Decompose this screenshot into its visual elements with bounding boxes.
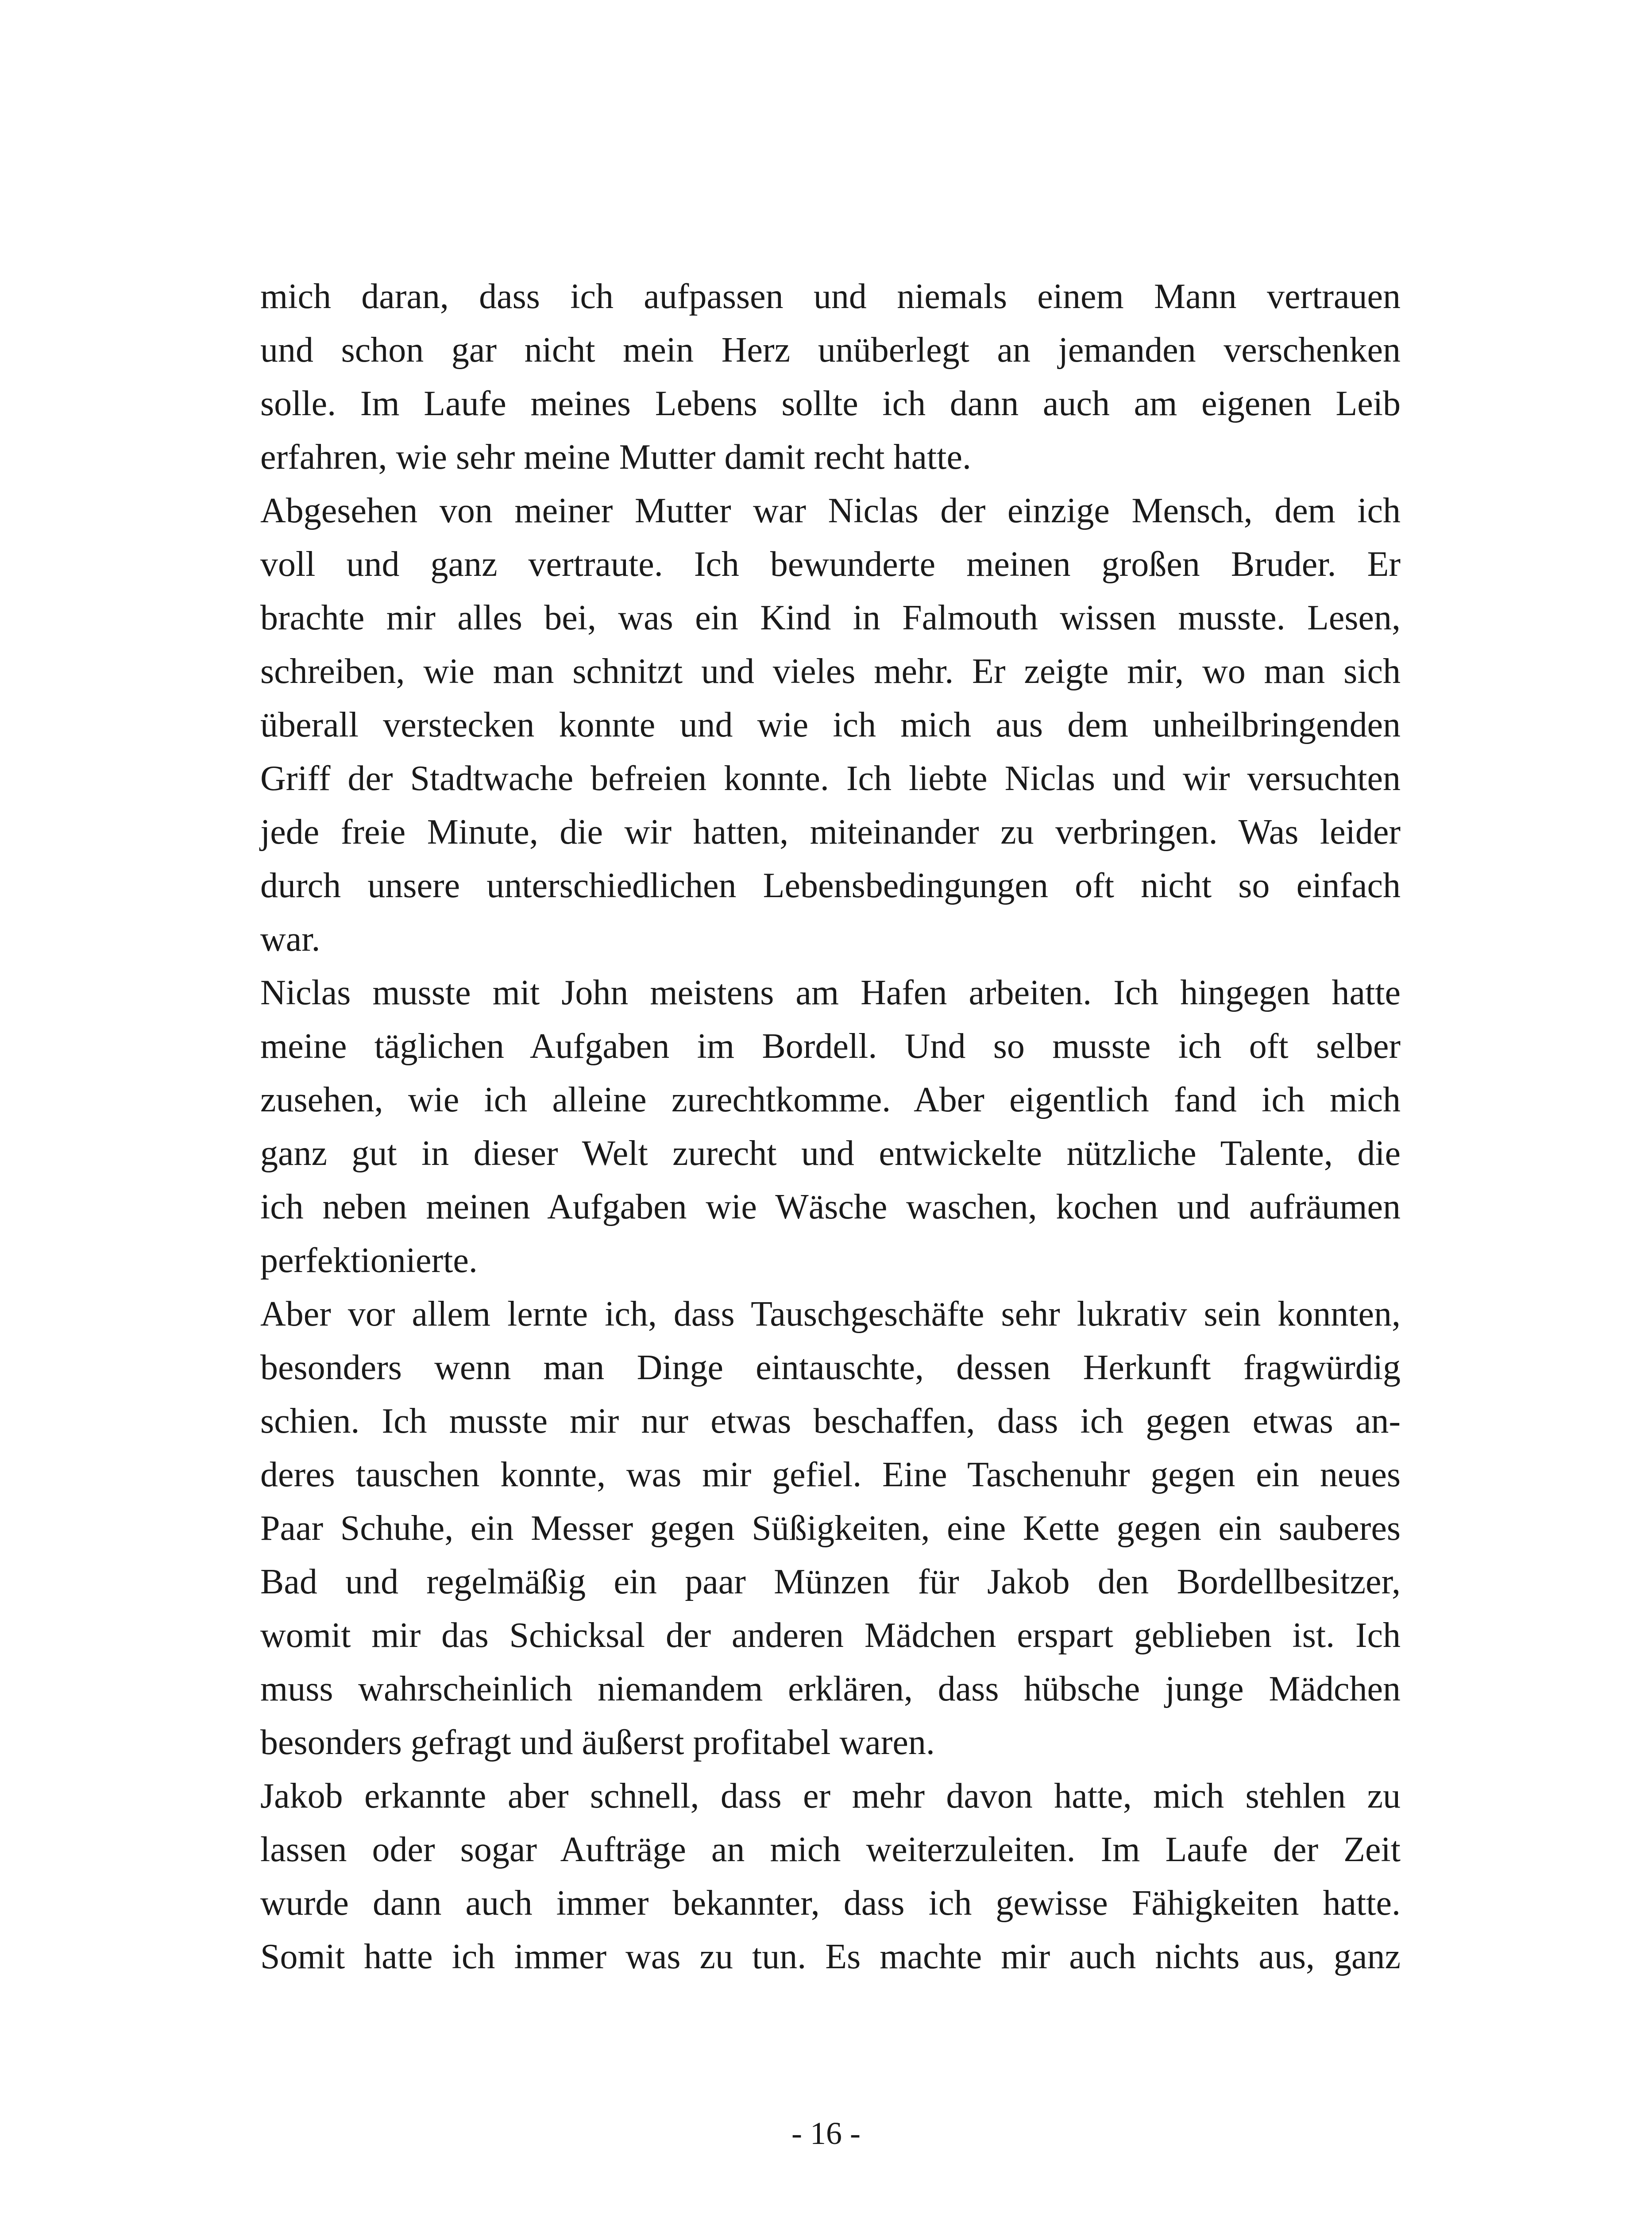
text-line: Aber vor allem lernte ich, dass Tauschgeschäfte sehr lukrativ sein konnten, — [260, 1295, 1401, 1334]
text-line: Niclas musste mit John meistens am Hafen arbeiten. Ich hingegen hatte — [260, 973, 1401, 1012]
text-line: solle. Im Laufe meines Lebens sollte ich dann auch am eigenen Leib — [260, 384, 1401, 423]
text-line: Griff der Stadtwache befreien konnte. Ich liebte Niclas und wir versuchten — [260, 759, 1401, 798]
text-line: Paar Schuhe, ein Messer gegen Süßigkeiten, eine Kette gegen ein sauberes — [260, 1509, 1401, 1548]
text-line: voll und ganz vertraute. Ich bewunderte meinen großen Bruder. Er — [260, 545, 1401, 584]
text-line: mich daran, dass ich aufpassen und niemals einem Mann vertrauen — [260, 277, 1401, 316]
text-line: überall verstecken konnte und wie ich mich aus dem unheilbringenden — [260, 706, 1401, 744]
body-text — [260, 270, 1401, 1984]
text-line: jede freie Minute, die wir hatten, miteinander zu verbringen. Was leider — [260, 813, 1401, 852]
text-line: erfahren, wie sehr meine Mutter damit recht hatte. — [260, 438, 971, 477]
text-line: Bad und regelmäßig ein paar Münzen für Jakob den Bordellbesitzer, — [260, 1562, 1401, 1601]
text-line: und schon gar nicht mein Herz unüberlegt an jemanden verschenken — [260, 331, 1401, 370]
text-line: durch unsere unterschiedlichen Lebensbedingungen oft nicht so einfach — [260, 866, 1401, 905]
text-line: Abgesehen von meiner Mutter war Niclas der einzige Mensch, dem ich — [260, 491, 1401, 530]
text-line: schreiben, wie man schnitzt und vieles mehr. Er zeigte mir, wo man sich — [260, 652, 1401, 691]
text-line: perfektionierte. — [260, 1241, 478, 1280]
text-line: muss wahrscheinlich niemandem erklären, dass hübsche junge Mädchen — [260, 1669, 1401, 1708]
text-line: brachte mir alles bei, was ein Kind in Falmouth wissen musste. Lesen, — [260, 598, 1401, 637]
text-line: ich neben meinen Aufgaben wie Wäsche waschen, kochen und aufräumen — [260, 1187, 1401, 1226]
text-line: meine täglichen Aufgaben im Bordell. Und so musste ich oft selber — [260, 1027, 1401, 1066]
text-line: womit mir das Schicksal der anderen Mädchen erspart geblieben ist. Ich — [260, 1616, 1401, 1655]
text-line: schien. Ich musste mir nur etwas beschaffen, dass ich gegen etwas an- — [260, 1402, 1401, 1441]
text-line: ganz gut in dieser Welt zurecht und entwickelte nützliche Talente, die — [260, 1134, 1401, 1173]
text-line: besonders gefragt und äußerst profitabel waren. — [260, 1723, 935, 1762]
text-line: Jakob erkannte aber schnell, dass er mehr davon hatte, mich stehlen zu — [260, 1777, 1401, 1816]
text-line: zusehen, wie ich alleine zurechtkomme. Aber eigentlich fand ich mich — [260, 1080, 1401, 1119]
text-line: deres tauschen konnte, was mir gefiel. Eine Taschenuhr gegen ein neues — [260, 1455, 1401, 1494]
text-line: wurde dann auch immer bekannter, dass ich gewisse Fähigkeiten hatte. — [260, 1884, 1401, 1923]
page-number: - 16 - — [791, 2116, 861, 2151]
text-line: Somit hatte ich immer was zu tun. Es machte mir auch nichts aus, ganz — [260, 1937, 1401, 1976]
text-line: besonders wenn man Dinge eintauschte, dessen Herkunft fragwürdig — [260, 1348, 1401, 1387]
text-line: lassen oder sogar Aufträge an mich weiterzuleiten. Im Laufe der Zeit — [260, 1830, 1401, 1869]
text-line: war. — [260, 920, 320, 959]
